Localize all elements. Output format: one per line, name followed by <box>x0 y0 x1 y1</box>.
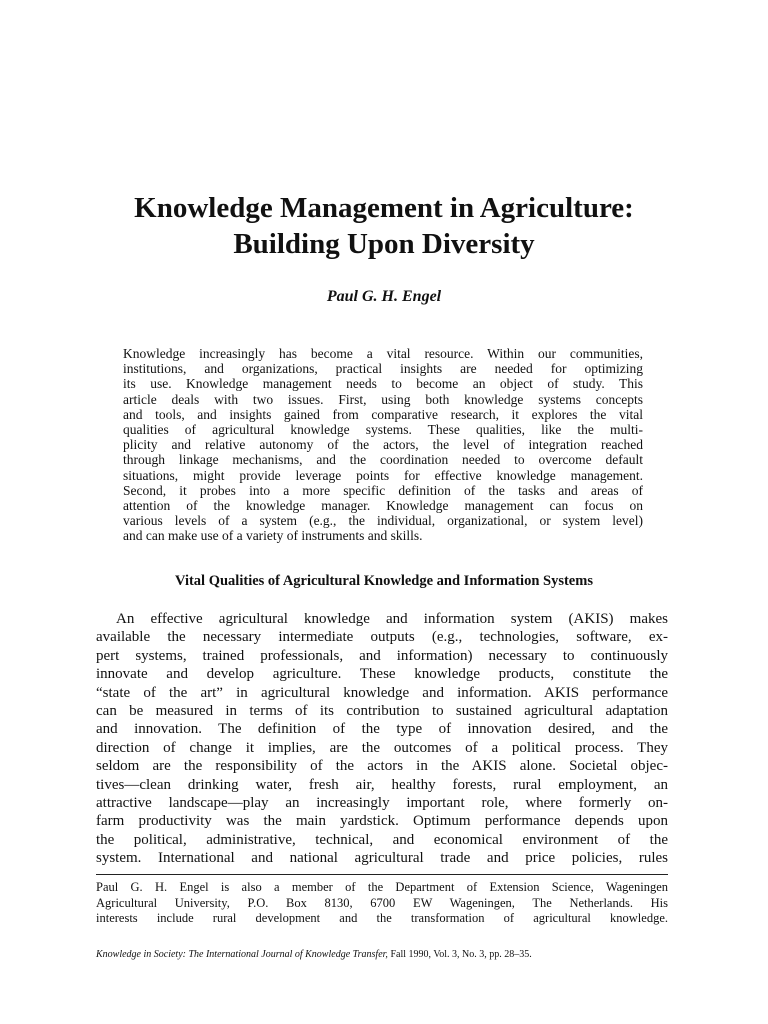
citation-journal: Knowledge in Society: The International Journal of Knowledge Transfer, <box>96 949 388 960</box>
body-line: innovate and develop agriculture. These knowledge products, constitute the <box>96 666 668 683</box>
citation-details: Fall 1990, Vol. 3, No. 3, pp. 28–35. <box>387 949 532 960</box>
body-line: farm productivity was the main yardstick. Optimum performance depends upon <box>96 813 668 830</box>
abstract-line: and tools, and insights gained from comparative research, it explores the vital <box>123 406 643 422</box>
body-line: and innovation. The definition of the type of innovation desired, and the <box>96 721 668 738</box>
body-line: the political, administrative, technical, and economical environment of the <box>96 831 668 848</box>
body-line: seldom are the responsibility of the actors in the AKIS alone. Societal objec- <box>96 758 668 775</box>
journal-citation <box>96 949 668 960</box>
abstract-line: through linkage mechanisms, and the coordination needed to overcome default <box>123 452 643 468</box>
abstract-line: Second, it probes into a more specific definition of the tasks and areas of <box>123 482 643 498</box>
body-line: available the necessary intermediate outputs (e.g., technologies, software, ex- <box>96 629 668 646</box>
title-line-1: Knowledge Management in Agriculture: <box>134 192 634 224</box>
footnote-divider <box>96 874 668 875</box>
abstract-line: article deals with two issues. First, using both knowledge systems concepts <box>123 391 643 407</box>
footnote-line: interests include rural development and the transformation of agricultural knowledge. <box>96 911 668 925</box>
author-name: Paul G. H. Engel <box>326 288 442 305</box>
body-line: tives—clean drinking water, fresh air, healthy forests, rural employment, an <box>96 776 668 793</box>
body-line: direction of change it implies, are the outcomes of a political process. They <box>96 739 668 756</box>
section-heading: Vital Qualities of Agricultural Knowledge and Information Systems <box>175 573 593 589</box>
body-line: system. International and national agricultural trade and price policies, rules <box>96 850 668 867</box>
footnote-line: Paul G. H. Engel is also a member of the Department of Extension Science, Wageningen <box>96 880 668 894</box>
author-footnote <box>96 880 668 927</box>
abstract-line: plicity and relative autonomy of the actors, the level of integration reached <box>123 437 643 453</box>
abstract-line: and can make use of a variety of instruments and skills. <box>123 528 423 544</box>
body-line: An effective agricultural knowledge and information system (AKIS) makes <box>116 611 668 627</box>
body-line: can be measured in terms of its contribution to sustained agricultural adaptation <box>96 703 668 720</box>
article-title <box>0 190 768 262</box>
abstract-line: qualities of agricultural knowledge systems. These qualities, like the multi- <box>123 422 643 438</box>
footnote-line: Agricultural University, P.O. Box 8130, 6700 EW Wageningen, The Netherlands. His <box>96 895 668 910</box>
body-line: “state of the art” in agricultural knowledge and information. AKIS performance <box>96 684 668 701</box>
abstract <box>123 346 643 544</box>
abstract-line: its use. Knowledge management needs to become an object of study. This <box>123 376 643 392</box>
abstract-line: institutions, and organizations, practical insights are needed for optimizing <box>123 361 643 377</box>
abstract-line: attention of the knowledge manager. Knowledge management can focus on <box>123 498 643 514</box>
body-line: pert systems, trained professionals, and information) necessary to continuously <box>96 647 668 664</box>
body-line: attractive landscape—play an increasingly important role, where formerly on- <box>96 795 668 812</box>
abstract-line: various levels of a system (e.g., the individual, organizational, or system level) <box>123 513 643 529</box>
abstract-line: situations, might provide leverage points for effective knowledge management. <box>123 467 643 483</box>
body-paragraph <box>96 610 668 868</box>
title-line-2: Building Upon Diversity <box>233 228 535 260</box>
abstract-line: Knowledge increasingly has become a vital resource. Within our communities, <box>123 346 643 361</box>
